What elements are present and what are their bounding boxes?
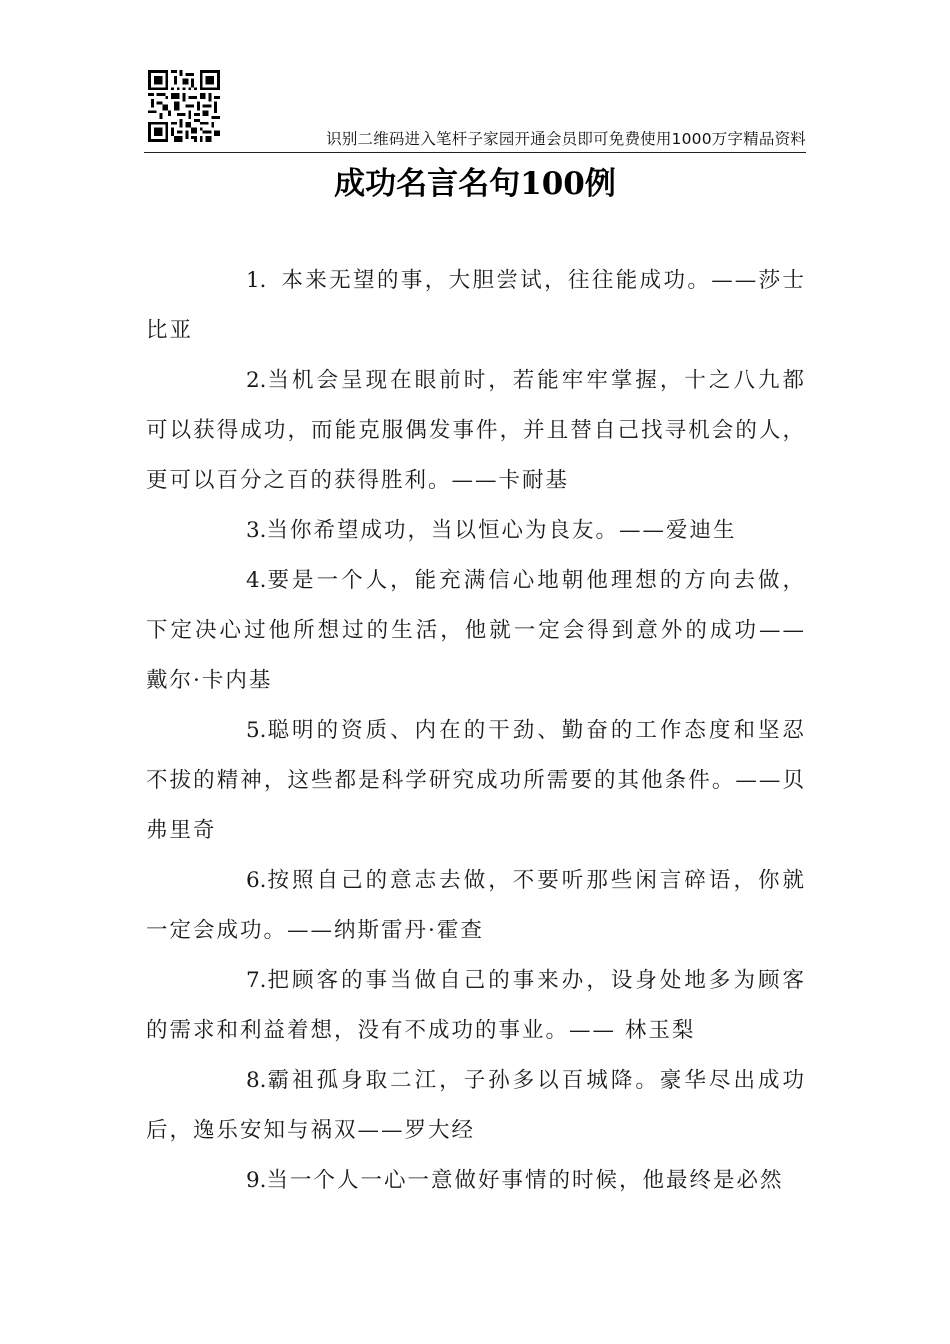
quote-text: 聪明的资质、内在的干劲、勤奋的工作态度和坚忍不拔的精神，这些都是科学研究成功所需要的其他条件。——贝弗里奇 [146, 718, 806, 843]
quote-text: 当一个人一心一意做好事情的时候，他最终是必然 [266, 1168, 784, 1193]
quote-number: 4. [246, 568, 267, 593]
document-title: 成功名言名句100例 [334, 166, 616, 202]
quote-number: 2. [246, 368, 267, 393]
quote-item [146, 506, 806, 556]
quote-item [146, 706, 806, 856]
quote-text: 当机会呈现在眼前时，若能牢牢掌握，十之八九都可以获得成功，而能克服偶发事件，并且替自己找寻机会的人，更可以百分之百的获得胜利。——卡耐基 [146, 368, 806, 493]
quote-text: 本来无望的事，大胆尝试，往往能成功。——莎士比亚 [146, 268, 806, 343]
quote-text: 要是一个人，能充满信心地朝他理想的方向去做，下定决心过他所想过的生活，他就一定会得到意外的成功—— 戴尔·卡内基 [146, 568, 806, 693]
quote-text: 把顾客的事当做自己的事来办，设身处地多为顾客的需求和利益着想，没有不成功的事业。—— 林玉梨 [146, 968, 806, 1043]
quote-number: 7. [246, 968, 267, 993]
quote-number: 9. [246, 1168, 267, 1193]
quote-item [146, 256, 806, 356]
quote-number: 1． [246, 268, 282, 293]
quote-item [146, 356, 806, 506]
quote-number: 6. [246, 868, 267, 893]
quote-text: 当你希望成功，当以恒心为良友。——爱迪生 [266, 518, 737, 543]
quotes-list [146, 256, 806, 1206]
quote-item [146, 1156, 806, 1206]
quote-number: 3. [246, 518, 267, 543]
quote-item [146, 856, 806, 956]
quote-item [146, 1056, 806, 1156]
quote-item [146, 556, 806, 706]
quote-number: 5. [246, 718, 267, 743]
quote-item [146, 956, 806, 1056]
page-header [144, 70, 806, 153]
quote-text: 霸祖孤身取二江，子孙多以百城降。豪华尽出成功后，逸乐安知与祸双——罗大经 [146, 1068, 806, 1143]
header-banner-text: 识别二维码进入笔杆子家园开通会员即可免费使用1000万字精品资料 [326, 130, 806, 148]
quote-number: 8. [246, 1068, 267, 1093]
qr-code-icon[interactable] [148, 70, 220, 142]
quote-text: 按照自己的意志去做，不要听那些闲言碎语，你就一定会成功。——纳斯雷丹·霍查 [146, 868, 806, 943]
